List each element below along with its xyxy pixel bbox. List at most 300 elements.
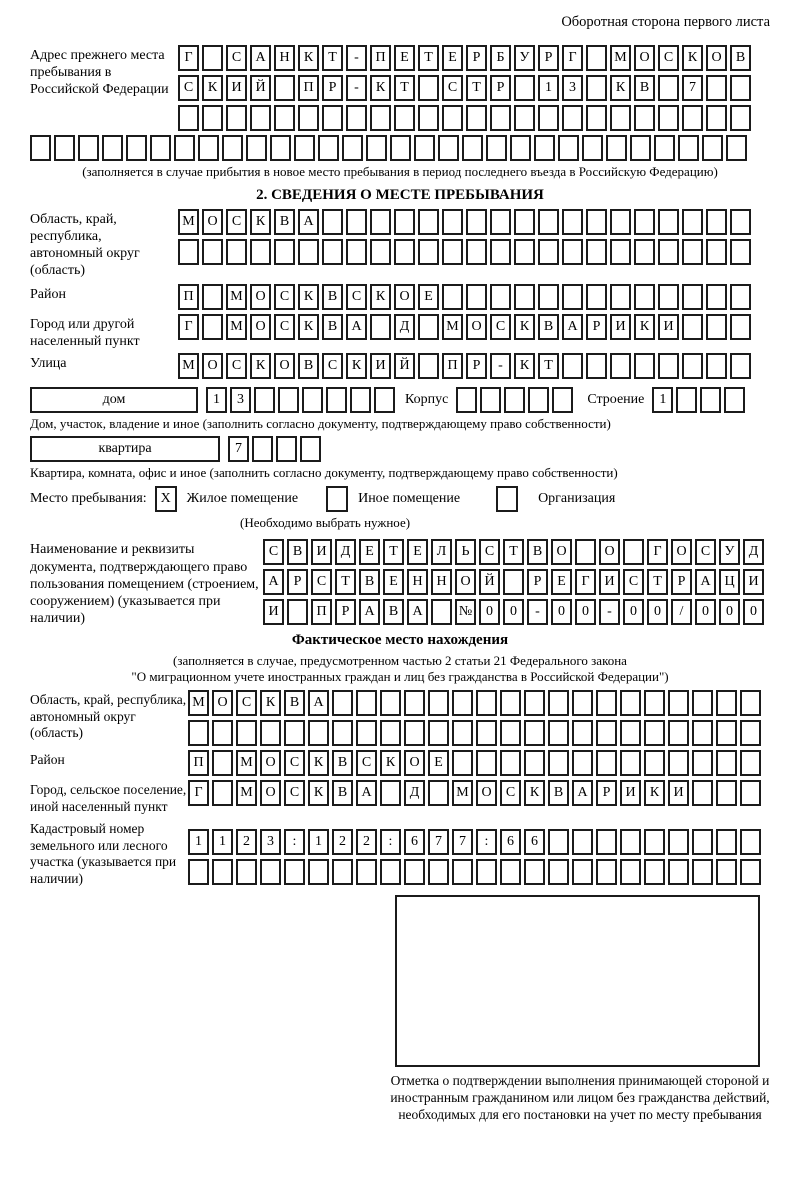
char-box: С	[263, 539, 284, 565]
char-box: Г	[178, 45, 199, 71]
char-box	[678, 135, 699, 161]
char-box: 2	[236, 829, 257, 855]
char-box: О	[260, 750, 281, 776]
char-box	[644, 750, 665, 776]
char-box	[575, 539, 596, 565]
char-box-row	[178, 75, 751, 101]
char-box: -	[346, 75, 367, 101]
char-box: Й	[394, 353, 415, 379]
char-box: 1	[206, 387, 227, 413]
char-box	[572, 829, 593, 855]
char-box: 1	[188, 829, 209, 855]
char-box	[322, 105, 343, 131]
char-box	[346, 105, 367, 131]
char-box	[332, 690, 353, 716]
char-box: Й	[479, 569, 500, 595]
char-box-row	[188, 859, 761, 885]
char-box: В	[284, 690, 305, 716]
char-box: Л	[431, 539, 452, 565]
char-box	[428, 690, 449, 716]
char-box	[514, 239, 535, 265]
char-box	[658, 209, 679, 235]
char-box: 1	[652, 387, 673, 413]
char-box: В	[287, 539, 308, 565]
char-box	[300, 436, 321, 462]
char-box: И	[620, 780, 641, 806]
char-box	[706, 105, 727, 131]
char-box: Д	[743, 539, 764, 565]
char-box: И	[311, 539, 332, 565]
char-box: Т	[394, 75, 415, 101]
char-box	[198, 135, 219, 161]
char-box	[534, 135, 555, 161]
char-box	[548, 859, 569, 885]
char-box: К	[250, 353, 271, 379]
char-box	[202, 239, 223, 265]
char-box	[394, 105, 415, 131]
char-box: Р	[490, 75, 511, 101]
char-box	[490, 209, 511, 235]
char-box: К	[370, 284, 391, 310]
char-box: Т	[418, 45, 439, 71]
char-box	[706, 239, 727, 265]
region-label: Область, край, республика, автономный округ (область)	[30, 212, 140, 279]
char-box	[452, 859, 473, 885]
char-box	[634, 353, 655, 379]
char-box	[610, 284, 631, 310]
char-box: Г	[647, 539, 668, 565]
char-box: Т	[466, 75, 487, 101]
char-box	[668, 859, 689, 885]
char-box: С	[284, 750, 305, 776]
char-box: К	[298, 45, 319, 71]
char-box: С	[695, 539, 716, 565]
char-box	[274, 105, 295, 131]
char-box-row	[206, 387, 395, 413]
char-box-row	[188, 780, 761, 806]
char-box	[490, 105, 511, 131]
char-box	[370, 105, 391, 131]
char-box: В	[322, 314, 343, 340]
char-box	[634, 209, 655, 235]
char-box: В	[538, 314, 559, 340]
char-box: К	[308, 780, 329, 806]
char-box	[514, 284, 535, 310]
residence-checkbox-zhiloe: X	[155, 486, 177, 512]
actual-location-title: Фактическое место нахождения	[291, 631, 509, 648]
residence-option-zhiloe-label: Жилое помещение	[186, 491, 299, 507]
char-box: Е	[383, 569, 404, 595]
char-box	[572, 750, 593, 776]
char-box	[284, 859, 305, 885]
char-box	[716, 720, 737, 746]
char-box: Г	[188, 780, 209, 806]
char-box: М	[188, 690, 209, 716]
char-box	[658, 239, 679, 265]
char-box	[586, 105, 607, 131]
char-box	[668, 720, 689, 746]
char-box	[212, 859, 233, 885]
char-box: К	[346, 353, 367, 379]
char-box: О	[634, 45, 655, 71]
char-box	[730, 284, 751, 310]
char-box	[606, 135, 627, 161]
char-box	[260, 720, 281, 746]
char-box: М	[226, 314, 247, 340]
char-box: К	[644, 780, 665, 806]
char-box	[740, 780, 761, 806]
char-box	[692, 780, 713, 806]
city-label: Город или другой населенный пункт	[30, 316, 140, 349]
char-box	[524, 859, 545, 885]
char-box: В	[527, 539, 548, 565]
prev-address-note: (заполняется в случае прибытия в новое место пребывания в период последнего въезда в Российскую Федерацию)	[82, 164, 718, 179]
char-box	[414, 135, 435, 161]
char-box	[178, 105, 199, 131]
char-box	[596, 690, 617, 716]
char-box	[374, 387, 395, 413]
char-box	[476, 750, 497, 776]
char-box	[356, 690, 377, 716]
char-box	[524, 720, 545, 746]
char-box	[524, 690, 545, 716]
char-box: С	[658, 45, 679, 71]
char-box: -	[346, 45, 367, 71]
char-box	[380, 859, 401, 885]
korpus-label: Корпус	[405, 391, 449, 407]
char-box: Д	[404, 780, 425, 806]
actual-region-label: Область, край, республика, автономный округ (область)	[30, 692, 187, 741]
char-box: С	[479, 539, 500, 565]
char-box	[610, 209, 631, 235]
char-box	[202, 45, 223, 71]
char-box	[730, 314, 751, 340]
char-box-row	[178, 239, 751, 265]
char-box	[452, 750, 473, 776]
char-box: Т	[335, 569, 356, 595]
char-box	[294, 135, 315, 161]
char-box	[54, 135, 75, 161]
char-box: 0	[479, 599, 500, 625]
char-box	[623, 539, 644, 565]
cadastral-block	[30, 819, 800, 887]
residence-type-label: Место пребывания:	[30, 491, 147, 507]
char-box	[562, 105, 583, 131]
char-box: 2	[356, 829, 377, 855]
char-box	[188, 720, 209, 746]
char-box	[706, 353, 727, 379]
char-box: И	[263, 599, 284, 625]
char-box	[730, 353, 751, 379]
char-box: О	[212, 690, 233, 716]
char-box	[514, 105, 535, 131]
char-box: М	[178, 209, 199, 235]
char-box: Т	[503, 539, 524, 565]
char-box: 0	[719, 599, 740, 625]
char-box	[658, 105, 679, 131]
char-box	[332, 720, 353, 746]
char-box: С	[322, 353, 343, 379]
char-box	[682, 353, 703, 379]
char-box: -	[527, 599, 548, 625]
char-box: А	[356, 780, 377, 806]
char-box	[486, 135, 507, 161]
char-box	[250, 105, 271, 131]
char-box	[466, 284, 487, 310]
char-box: И	[743, 569, 764, 595]
char-box: К	[380, 750, 401, 776]
char-box	[174, 135, 195, 161]
char-box	[418, 314, 439, 340]
char-box	[730, 75, 751, 101]
char-box	[212, 750, 233, 776]
char-box: К	[514, 353, 535, 379]
char-box	[212, 720, 233, 746]
char-box: О	[466, 314, 487, 340]
char-box	[476, 690, 497, 716]
char-box	[202, 314, 223, 340]
char-box	[418, 353, 439, 379]
char-box	[586, 353, 607, 379]
char-box: В	[730, 45, 751, 71]
char-box: 0	[623, 599, 644, 625]
char-box: С	[178, 75, 199, 101]
char-box: Е	[394, 45, 415, 71]
char-box	[740, 690, 761, 716]
char-box	[346, 209, 367, 235]
char-box: П	[188, 750, 209, 776]
char-box	[700, 387, 721, 413]
char-box	[596, 859, 617, 885]
char-box	[276, 436, 297, 462]
char-box	[274, 239, 295, 265]
char-box	[270, 135, 291, 161]
char-box	[380, 780, 401, 806]
char-box: Р	[671, 569, 692, 595]
char-box	[202, 284, 223, 310]
char-box: К	[298, 314, 319, 340]
char-box	[370, 239, 391, 265]
char-box-row	[178, 209, 751, 235]
char-box	[562, 284, 583, 310]
char-box	[390, 135, 411, 161]
char-box	[370, 314, 391, 340]
char-box: М	[610, 45, 631, 71]
char-box: С	[226, 353, 247, 379]
char-box	[428, 720, 449, 746]
char-box	[480, 387, 501, 413]
char-box	[126, 135, 147, 161]
apartment-note: Квартира, комната, офис и иное (заполнить согласно документу, подтверждающему право собственности)	[30, 464, 618, 480]
actual-city-block	[30, 780, 800, 815]
char-box	[188, 859, 209, 885]
char-box	[658, 284, 679, 310]
char-box: С	[226, 45, 247, 71]
char-box: Е	[442, 45, 463, 71]
char-box	[346, 239, 367, 265]
char-box	[30, 135, 51, 161]
char-box	[706, 314, 727, 340]
char-box	[278, 387, 299, 413]
char-box	[318, 135, 339, 161]
char-box: П	[311, 599, 332, 625]
char-box	[538, 209, 559, 235]
char-box: В	[634, 75, 655, 101]
prev-address-label: Адрес прежнего места пребывания в Российской Федерации	[30, 48, 169, 98]
char-box	[500, 690, 521, 716]
char-box	[620, 720, 641, 746]
char-box	[740, 720, 761, 746]
char-box	[356, 859, 377, 885]
char-box: О	[551, 539, 572, 565]
char-box: Р	[335, 599, 356, 625]
char-box	[394, 209, 415, 235]
char-box: 6	[404, 829, 425, 855]
char-box	[500, 750, 521, 776]
char-box-row	[263, 569, 764, 595]
char-box	[692, 829, 713, 855]
char-box: 0	[503, 599, 524, 625]
char-box: И	[668, 780, 689, 806]
char-box	[548, 750, 569, 776]
char-box	[226, 105, 247, 131]
char-box	[350, 387, 371, 413]
char-box: С	[442, 75, 463, 101]
char-box	[442, 105, 463, 131]
char-box	[322, 239, 343, 265]
char-box	[572, 720, 593, 746]
char-box	[452, 720, 473, 746]
char-box-row	[228, 436, 321, 462]
char-box: О	[274, 353, 295, 379]
char-box: В	[298, 353, 319, 379]
char-box: С	[500, 780, 521, 806]
char-box	[528, 387, 549, 413]
char-box: К	[610, 75, 631, 101]
char-box	[476, 720, 497, 746]
char-box: П	[370, 45, 391, 71]
char-box	[548, 829, 569, 855]
char-box	[394, 239, 415, 265]
char-box	[692, 859, 713, 885]
street-label: Улица	[30, 355, 67, 371]
char-box	[466, 239, 487, 265]
char-box: О	[404, 750, 425, 776]
char-box	[740, 859, 761, 885]
char-box: :	[380, 829, 401, 855]
char-box	[596, 750, 617, 776]
char-box	[562, 353, 583, 379]
char-box: У	[719, 539, 740, 565]
char-box-row	[652, 387, 745, 413]
corner-note: Оборотная сторона первого листа	[561, 14, 770, 30]
char-box: В	[322, 284, 343, 310]
char-box: Ь	[455, 539, 476, 565]
residence-option-org-label: Организация	[538, 491, 616, 507]
char-box	[254, 387, 275, 413]
char-box: Р	[466, 353, 487, 379]
char-box	[740, 829, 761, 855]
char-box	[476, 859, 497, 885]
char-box	[682, 209, 703, 235]
char-box: А	[308, 690, 329, 716]
char-box: 3	[562, 75, 583, 101]
char-box: Г	[575, 569, 596, 595]
char-box: 7	[682, 75, 703, 101]
char-box	[418, 105, 439, 131]
char-box: Г	[562, 45, 583, 71]
apartment-type-box: квартира	[30, 436, 220, 462]
char-box	[326, 387, 347, 413]
char-box	[246, 135, 267, 161]
char-box: О	[250, 314, 271, 340]
char-box	[150, 135, 171, 161]
char-box: Т	[647, 569, 668, 595]
char-box	[682, 239, 703, 265]
char-box: К	[682, 45, 703, 71]
char-box	[456, 387, 477, 413]
char-box	[620, 859, 641, 885]
residence-option-inoe-label: Иное помещение	[358, 491, 461, 507]
char-box	[503, 569, 524, 595]
char-box	[302, 387, 323, 413]
char-box: В	[548, 780, 569, 806]
char-box	[102, 135, 123, 161]
char-box: -	[599, 599, 620, 625]
char-box	[682, 284, 703, 310]
char-box-row	[188, 750, 761, 776]
char-box	[610, 353, 631, 379]
char-box: 7	[452, 829, 473, 855]
char-box: Е	[359, 539, 380, 565]
char-box	[452, 690, 473, 716]
char-box: К	[250, 209, 271, 235]
char-box	[644, 859, 665, 885]
char-box: О	[250, 284, 271, 310]
char-box	[418, 209, 439, 235]
char-box: Ц	[719, 569, 740, 595]
char-box: Б	[490, 45, 511, 71]
residence-checkbox-inoe	[326, 486, 348, 512]
char-box	[634, 105, 655, 131]
char-box: К	[634, 314, 655, 340]
char-box: М	[178, 353, 199, 379]
char-box	[716, 859, 737, 885]
char-box	[644, 690, 665, 716]
region-block	[30, 209, 800, 279]
char-box	[706, 209, 727, 235]
char-box	[658, 353, 679, 379]
actual-location-note-2: "О миграционном учете иностранных граждан и лиц без гражданства в Российской Федерации")	[131, 669, 669, 685]
char-box	[356, 720, 377, 746]
char-box: А	[359, 599, 380, 625]
char-box	[692, 720, 713, 746]
char-box	[682, 105, 703, 131]
char-box: 1	[212, 829, 233, 855]
char-box	[586, 239, 607, 265]
char-box	[644, 829, 665, 855]
char-box	[644, 720, 665, 746]
char-box: 7	[428, 829, 449, 855]
char-box-row	[188, 690, 761, 716]
char-box	[582, 135, 603, 161]
char-box: А	[346, 314, 367, 340]
char-box: 3	[230, 387, 251, 413]
char-box: А	[298, 209, 319, 235]
char-box: К	[260, 690, 281, 716]
char-box	[634, 284, 655, 310]
char-box: Г	[178, 314, 199, 340]
